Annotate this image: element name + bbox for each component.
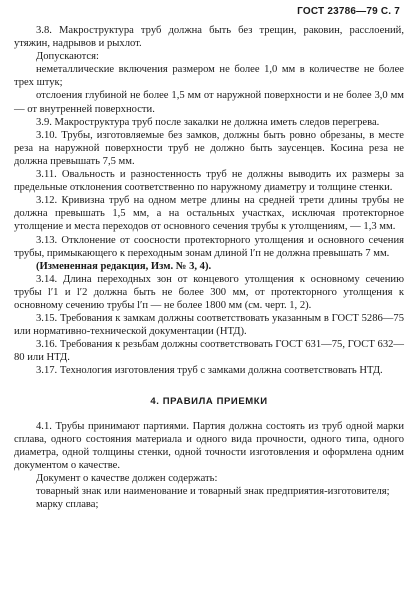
paragraph-3-13: 3.13. Отклонение от соосности протекторного утолщения и основного сечения трубы, примыкающего к переходным зонам длиной l′п не должна превышать 7 мм. <box>14 234 404 259</box>
paragraph-3-8: 3.8. Макроструктура труб должна быть без трещин, раковин, расслоений, утяжин, надрывов и рыхлот. <box>14 25 404 50</box>
section-heading: 4. ПРАВИЛА ПРИЕМКИ <box>150 395 268 407</box>
amendment-note: (Измененная редакция, Изм. № 3, 4). <box>36 260 212 272</box>
paragraph-3-12: 3.12. Кривизна труб на одном метре длины на средней трети длины трубы не должна превышать 1,5 мм, а на остальных участках, исключая протекторное утолщение и места переходов от основного сечения трубы к утолщениям, — 1,3 мм. <box>14 195 404 233</box>
paragraph-trademark: товарный знак или наименование и товарный знак предприятия-изготовителя; <box>36 486 390 498</box>
paragraph-alloy-grade: марку сплава; <box>36 499 99 511</box>
document-body <box>14 24 404 511</box>
paragraph-3-10: 3.10. Трубы, изготовляемые без замков, должны быть ровно обрезаны, в месте реза на наружной поверхности труб не должно быть заусенцев. Косина реза не должна превышать 7,5 мм. <box>14 129 404 167</box>
paragraph-inclusions: неметаллические включения размером не более 1,0 мм в количестве не более трех штук; <box>14 64 404 89</box>
paragraph-permitted: Допускаются: <box>36 51 99 63</box>
paragraph-4-1: 4.1. Трубы принимают партиями. Партия должна состоять из труб одной марки сплава, одного состояния материала и одного вида прочности, одного типа, одного диаметра, одной толщины стенки, одной точности изготовления и оформлена одним документом о качестве. <box>14 420 404 471</box>
paragraph-delaminations: отслоения глубиной не более 1,5 мм от наружной поверхности и не более 3,0 мм — от внутренней поверхности. <box>14 90 404 115</box>
paragraph-quality-doc: Документ о качестве должен содержать: <box>36 473 218 484</box>
paragraph-3-14: 3.14. Длина переходных зон от концевого утолщения к основному сечению трубы l′1 и l′2 должна быть не более 300 мм, от протекторного утолщения к основному сечению трубы l′п — не более 1800 мм (см. черт. 1, 2). <box>14 273 404 311</box>
paragraph-3-15: 3.15. Требования к замкам должны соответствовать указанным в ГОСТ 5286—75 или нормативно-технической документации (НТД). <box>14 313 404 338</box>
paragraph-3-9: 3.9. Макроструктура труб после закалки не должна иметь следов перегрева. <box>36 116 380 128</box>
page-header: ГОСТ 23786—79 С. 7 <box>297 6 400 17</box>
paragraph-3-11: 3.11. Овальность и разностенность труб не должны выводить их размеры за предельные отклонения соответственно по наружному диаметру и толщине стенки. <box>14 169 404 194</box>
paragraph-3-17: 3.17. Технология изготовления труб с замками должна соответствовать НТД. <box>36 365 383 377</box>
paragraph-3-16: 3.16. Требования к резьбам должны соответствовать ГОСТ 631—75, ГОСТ 632—80 или НТД. <box>14 339 404 364</box>
